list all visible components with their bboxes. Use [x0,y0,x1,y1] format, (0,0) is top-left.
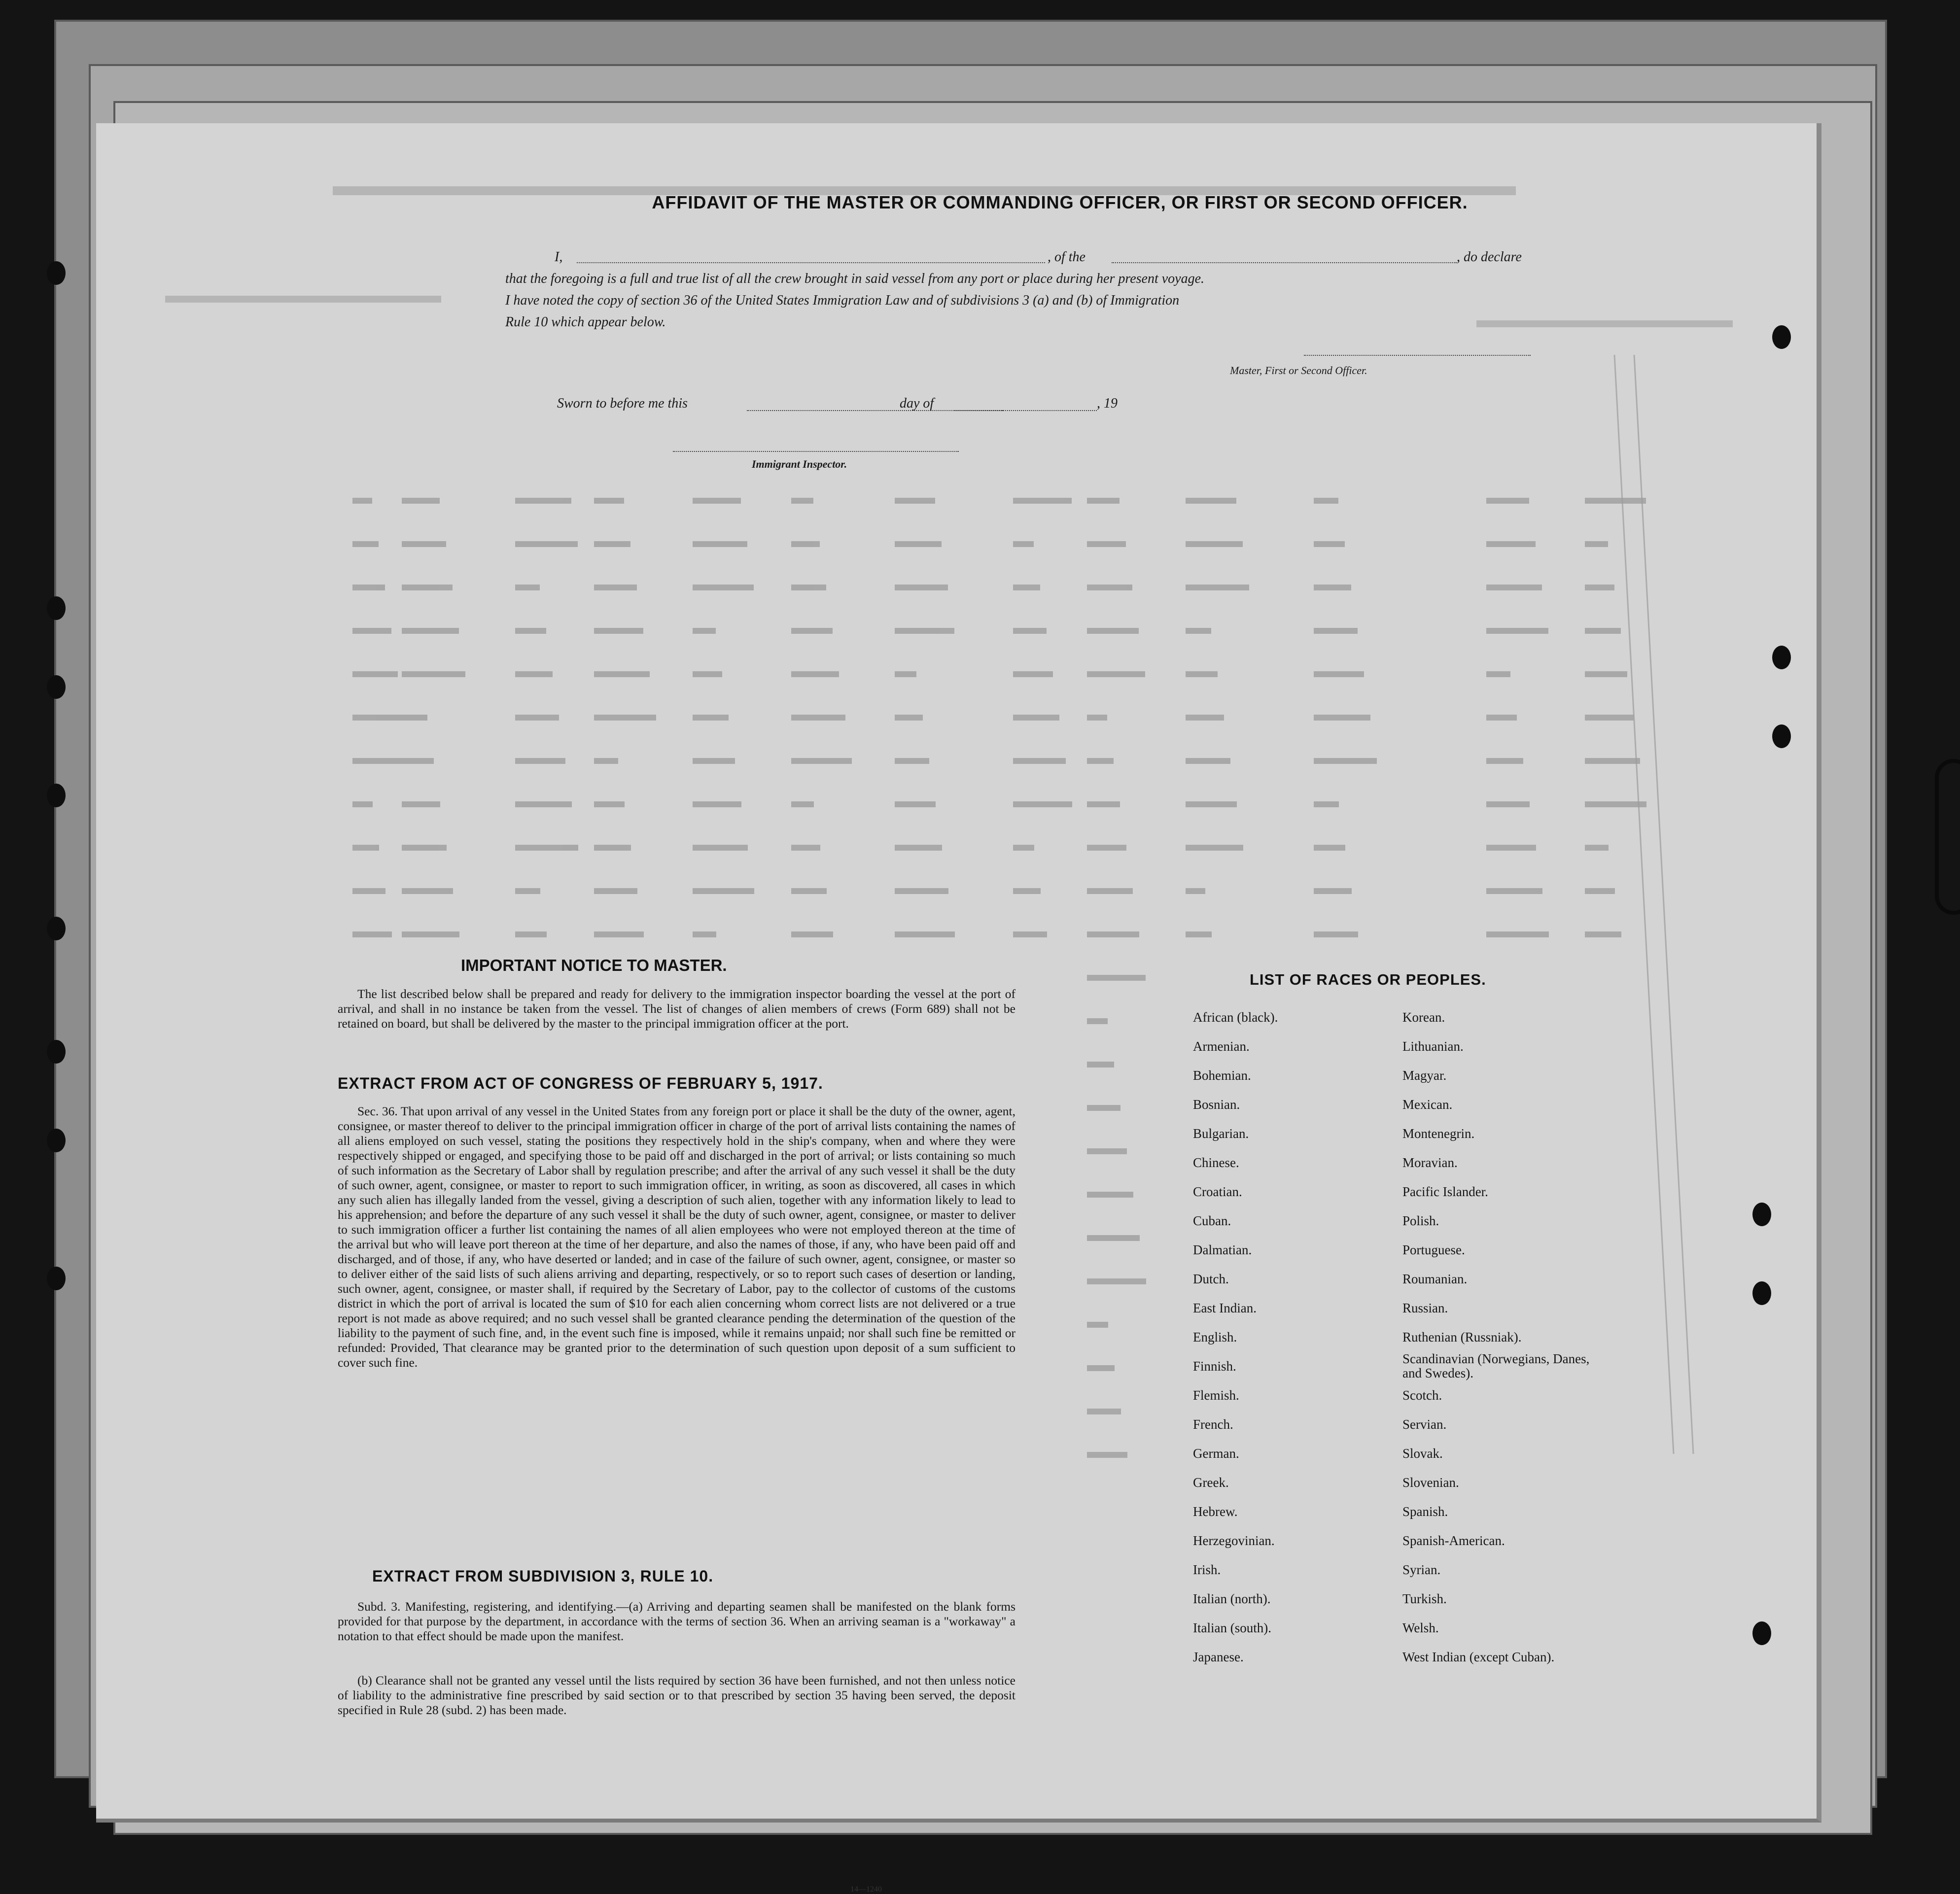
bleed-mark [1013,758,1066,764]
bleed-mark [693,498,741,504]
day-of-label: day of [900,396,934,411]
rule-text-b: (b) Clearance shall not be granted any vessel until the lists required by section 36 have been furnished, and not then unless notice of liability to the administrative fine prescribed by said section or to that prescribed by section 35 having been served, the deposit specified in Rule 28 (subd. 2) has been made. [338,1673,1015,1717]
race-item: Scotch. [1402,1388,1442,1403]
bleed-mark [352,715,404,721]
race-item: Portuguese. [1402,1242,1465,1257]
do-declare-label: , do declare [1457,249,1522,265]
bleed-mark [791,541,820,547]
bleed-mark [895,801,936,807]
bleed-mark [1013,585,1040,590]
bleed-mark [791,801,814,807]
bleed-mark [402,541,446,547]
bleed-mark [1186,541,1243,547]
bleed-mark [402,931,459,937]
bleed-mark [1314,888,1352,894]
bleed-mark [402,845,447,851]
bleed-mark [1314,628,1358,634]
punch-hole [47,784,66,807]
bleed-mark [402,715,427,721]
race-item: Greek. [1193,1475,1229,1490]
bleed-mark [1314,845,1345,851]
punch-hole [47,1040,66,1064]
bleed-mark [1087,541,1126,547]
punch-hole [47,261,66,285]
race-item: Spanish-American. [1402,1533,1505,1548]
bleed-mark [895,931,955,937]
race-item: Roumanian. [1402,1272,1468,1286]
bleed-mark [693,715,729,721]
race-item: Mexican. [1402,1097,1453,1112]
bleed-mark [791,888,827,894]
bleed-mark [1087,758,1114,764]
race-item: Finnish. [1193,1359,1236,1374]
bleed-mark [791,758,852,764]
ink-mark [1935,759,1960,915]
bleed-mark [1186,498,1236,504]
bleed-mark [515,888,540,894]
bleed-mark [1314,671,1364,677]
bleed-mark [1486,585,1542,590]
bleed-mark [895,628,954,634]
bleed-mark [1314,715,1370,721]
race-item: Russian. [1402,1301,1448,1315]
bleed-mark [693,541,747,547]
bleed-mark [1013,498,1072,504]
race-item: French. [1193,1417,1233,1432]
bleed-mark [352,845,379,851]
race-item: Slovenian. [1402,1475,1459,1490]
race-item: Servian. [1402,1417,1447,1432]
bleed-mark [693,801,741,807]
bleed-mark [1087,1148,1127,1154]
bleed-mark [1186,758,1230,764]
bleed-mark [693,888,754,894]
bleed-mark [1186,845,1243,851]
race-item: Cuban. [1193,1213,1231,1228]
bleed-mark [1314,801,1339,807]
punch-hole [47,1267,66,1290]
race-item: Syrian. [1402,1562,1441,1577]
bleed-mark [352,628,391,634]
bleed-mark [1186,931,1212,937]
bleed-mark [594,845,631,851]
punch-hole [47,1129,66,1152]
bleed-mark [1087,585,1132,590]
bleed-mark [1087,1235,1140,1241]
race-item: Armenian. [1193,1039,1250,1054]
bleed-mark [402,888,453,894]
bleed-mark [1013,845,1034,851]
race-item: Bosnian. [1193,1097,1240,1112]
bleed-mark [1186,715,1224,721]
bleed-mark [1314,585,1351,590]
bleed-mark [515,628,546,634]
bleed-mark [1585,845,1609,851]
bleed-mark [1585,498,1646,504]
rule-text-a: Subd. 3. Manifesting, registering, and identifying.—(a) Arriving and departing seamen shall be manifested on the blank forms provided for that purpose by the department, in accordance with the terms of section 36. When an arriving seaman is a "workaway" a notation to that effect should be made upon the manifest. [338,1599,1015,1643]
affidavit-line-3: I have noted the copy of section 36 of the United States Immigration Law and of subdivisions 3 (a) and (b) of Immigration [505,293,1180,308]
bleed-mark [352,498,372,504]
bleed-mark [515,671,553,677]
bleed-mark [1087,931,1139,937]
bleed-mark [1087,1278,1146,1284]
bleed-mark [515,931,547,937]
affidavit-title: AFFIDAVIT OF THE MASTER OR COMMANDING OFFICER, OR FIRST OR SECOND OFFICER. [652,192,1468,212]
race-item: Italian (north). [1193,1591,1271,1606]
race-item: African (black). [1193,1010,1278,1025]
race-item: Herzegovinian. [1193,1533,1275,1548]
bleed-mark [1087,1409,1121,1414]
bleed-mark [594,498,624,504]
race-item: Dalmatian. [1193,1242,1252,1257]
bleed-mark [352,541,379,547]
sworn-month-blank [954,410,1097,411]
race-item: Ruthenian (Russniak). [1402,1330,1522,1344]
bleed-mark [402,585,453,590]
sworn-label: Sworn to before me this [557,396,688,411]
bleed-mark [1486,671,1510,677]
bleed-mark [895,585,948,590]
bleed-mark [791,715,845,721]
bleed-mark [1013,931,1047,937]
bleed-mark [1314,541,1345,547]
bleed-mark [402,801,440,807]
print-code: 14—1240 [850,1885,882,1894]
race-item: Turkish. [1402,1591,1447,1606]
bleed-mark [515,845,578,851]
bleed-mark [1087,975,1146,981]
bleed-mark [693,671,722,677]
bleed-mark [895,715,923,721]
races-list-left [1193,1003,1278,1672]
bleed-mark [1087,1365,1115,1371]
vessel-blank [1112,262,1457,263]
bleed-mark [1087,671,1145,677]
bleed-mark [693,931,716,937]
punch-hole [47,596,66,620]
bleed-mark [1585,931,1621,937]
rule-heading: EXTRACT FROM SUBDIVISION 3, RULE 10. [372,1567,714,1585]
bleed-mark [1186,585,1249,590]
bleed-mark [515,541,578,547]
bleed-mark [1087,801,1120,807]
bleed-mark [1087,1192,1133,1198]
race-item: Pacific Islander. [1402,1184,1488,1199]
bleed-mark [594,931,644,937]
bleed-mark [515,585,540,590]
bleed-mark [895,498,935,504]
bleed-mark [1585,715,1634,721]
bleed-mark [1013,671,1053,677]
race-item: Lithuanian. [1402,1039,1464,1054]
bleed-mark [693,758,735,764]
race-item: Croatian. [1193,1184,1242,1199]
bleed-mark [1486,845,1536,851]
bleed-mark [515,758,565,764]
bleed-mark [1314,498,1338,504]
bleed-mark [1486,628,1548,634]
race-item: German. [1193,1446,1239,1461]
race-item: Irish. [1193,1562,1221,1577]
bleed-mark [594,715,656,721]
bleed-mark [1314,758,1377,764]
bleed-mark [895,541,942,547]
bleed-mark [1486,801,1530,807]
bleed-mark [402,671,465,677]
bleed-mark [1585,585,1614,590]
bleed-mark [791,845,820,851]
notice-heading: IMPORTANT NOTICE TO MASTER. [461,956,727,974]
act-heading: EXTRACT FROM ACT OF CONGRESS OF FEBRUARY 5, 1917. [338,1074,823,1092]
of-the-label: , of the [1048,249,1085,265]
affidavit-line-2: that the foregoing is a full and true list of all the crew brought in said vessel from any port or place during her present voyage. [505,271,1205,286]
bleed-mark [791,498,813,504]
bleed-mark [1486,758,1523,764]
bleed-mark [1486,541,1536,547]
bleed-mark [1486,931,1549,937]
race-item: East Indian. [1193,1301,1257,1315]
bleed-mark [1087,1322,1108,1328]
declarant-blank [577,262,1045,263]
bleed-mark [1585,541,1608,547]
bleed-mark [352,801,373,807]
race-item: Italian (south). [1193,1620,1271,1635]
bleed-mark [1087,1062,1114,1068]
bleed-mark [1186,628,1211,634]
bleed-mark [1013,628,1047,634]
bleed-mark [1087,1018,1108,1024]
bleed-mark [1087,715,1107,721]
race-item: Bulgarian. [1193,1126,1249,1141]
race-item: Slovak. [1402,1446,1443,1461]
bleed-mark [791,671,839,677]
race-item: Bohemian. [1193,1068,1251,1083]
bleed-mark [1186,801,1237,807]
race-item: Spanish. [1402,1504,1448,1519]
bleed-mark [1087,1452,1127,1458]
bleed-mark [1013,715,1059,721]
bleed-mark [1087,845,1126,851]
race-item: Scandinavian (Norwegians, Danes, and Swedes). [1402,1351,1590,1380]
bleed-mark [594,585,637,590]
act-text: Sec. 36. That upon arrival of any vessel in the United States from any foreign port or place it shall be the duty of the owner, agent, consignee, or master thereof to deliver to the principal immigration officer in charge of the port of arrival lists containing the names of all aliens employed on such vessel, stating the positions they respectively hold in the ship's company, when and where they were respectively shipped or engaged, and specifying those to be paid off and discharged in the port of arrival; or lists containing so much of such information as the Secretary of Labor shall by regulation prescribe; and after the arrival of any such vessel it shall be the duty of such owner, agent, consignee, or master to report to such immigration officer, in writing, as soon as discovered, all cases in which any such alien has illegally landed from the vessel, giving a description of such alien, together with any information likely to lead to his apprehension; and before the departure of any such vessel it shall be the duty of such owner, agent, consignee, or master to deliver to such immigration officer a further list containing the names of all alien employees who were not employed thereon at the time of the arrival but who will leave port thereon at the time of her departure, and also the names of those, if any, who have been paid off and discharged, and of those, if any, who have deserted or landed; and in case of the failure of such owner, agent, consignee, or master so to deliver either of the said lists of such aliens arriving and departing, respectively, or so to report such cases of desertion or landing, such owner, agent, consignee, or master shall, if required by the Secretary of Labor, pay to the collector of customs of the customs district in which the port of arrival is located the sum of $10 for each alien concerning whom correct lists are not delivered or a true report is not made as above required; and no such vessel shall be granted clearance pending the determination of the question of the liability to the payment of such fine, and, in the event such fine is imposed, while it remains unpaid; nor shall such fine be remitted or refunded: Provided, That clearance may be granted prior to the determination of such question upon deposit of a sum sufficient to cover such fine. [338,1104,1015,1370]
bleed-mark [693,585,754,590]
race-item: English. [1193,1330,1237,1344]
bleed-mark [895,888,948,894]
bleed-mark [1087,1105,1120,1111]
race-item: Flemish. [1193,1388,1239,1403]
race-item: Korean. [1402,1010,1445,1025]
bleed-mark [594,758,618,764]
punch-hole [47,917,66,940]
master-label: Master, First or Second Officer. [1230,364,1367,377]
bleed-mark [594,888,637,894]
bleed-mark [1087,628,1139,634]
race-item: Japanese. [1193,1650,1244,1664]
bleed-mark [515,498,571,504]
bleed-mark [895,758,929,764]
master-signature-line [1304,355,1531,356]
bleed-mark [402,758,434,764]
inspector-label: Immigrant Inspector. [752,458,847,470]
bleed-mark [1186,671,1218,677]
bleed-mark [1013,541,1034,547]
bleed-mark [352,671,398,677]
bleed-mark [1585,628,1621,634]
bleed-mark [402,628,459,634]
notice-text: The list described below shall be prepared and ready for delivery to the immigration inspector boarding the vessel at the port of arrival, and shall in no instance be taken from the vessel. The list of changes of alien members of crews (Form 689) shall not be retained on board, but shall be delivered by the master to the principal immigration officer at the port. [338,987,1015,1031]
bleed-mark [1087,498,1120,504]
declarant-label: I, [555,249,563,265]
inspector-signature-line [673,451,959,452]
race-item: Chinese. [1193,1155,1239,1170]
bleed-mark [1186,888,1205,894]
bleed-mark [895,845,942,851]
bleed-mark [693,845,748,851]
bleed-mark [594,541,630,547]
bleed-mark [791,628,833,634]
race-item: West Indian (except Cuban). [1402,1650,1555,1664]
bleed-mark [402,498,440,504]
bleed-mark [1013,888,1041,894]
bleed-mark [1314,931,1358,937]
bleed-mark [352,585,385,590]
bleed-mark [1486,715,1517,721]
race-item: Moravian. [1402,1155,1458,1170]
race-item: Dutch. [1193,1272,1229,1286]
bleed-mark [352,931,392,937]
bleed-mark [1585,671,1627,677]
punch-hole [47,675,66,699]
races-list-right [1402,1003,1610,1672]
race-item: Magyar. [1402,1068,1447,1083]
bleed-mark [895,671,916,677]
bleed-mark [791,931,833,937]
bleed-mark [1585,888,1615,894]
bleed-mark [515,715,559,721]
bleed-mark [352,888,385,894]
bleed-mark [594,671,650,677]
race-item: Polish. [1402,1213,1439,1228]
bleed-mark [791,585,826,590]
bleed-mark [1486,498,1529,504]
races-title: LIST OF RACES OR PEOPLES. [1250,971,1486,988]
bleed-mark [594,628,643,634]
bleed-mark [693,628,716,634]
race-item: Welsh. [1402,1620,1439,1635]
affidavit-line-4: Rule 10 which appear below. [505,314,666,330]
bleed-mark [1013,801,1072,807]
bleed-mark [515,801,572,807]
bleed-mark [1585,801,1646,807]
race-item: Montenegrin. [1402,1126,1475,1141]
bleed-mark [1486,888,1542,894]
bleed-mark [594,801,625,807]
bleed-mark [1087,888,1133,894]
year-label: , 19 [1097,396,1118,411]
race-item: Hebrew. [1193,1504,1238,1519]
bleed-mark [1585,758,1640,764]
manifest-page [96,123,1821,1894]
